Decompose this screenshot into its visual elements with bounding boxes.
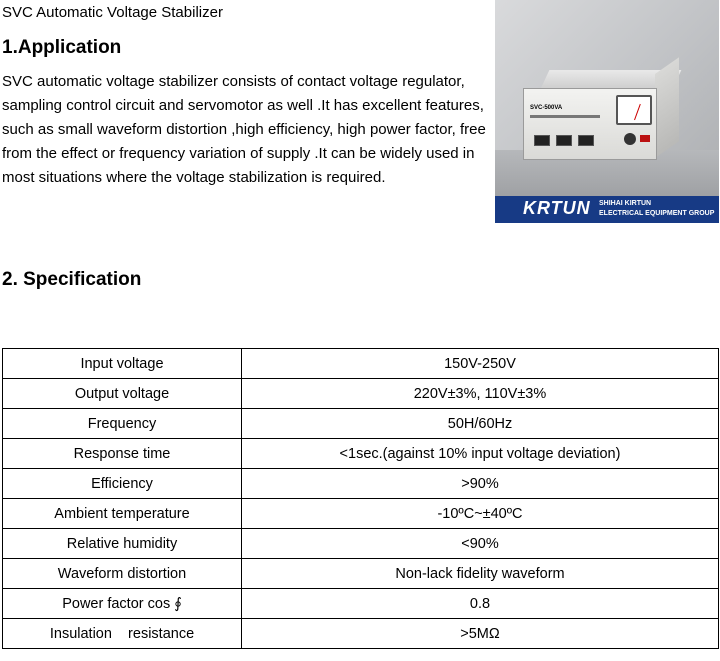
value-cell: <90%	[242, 529, 719, 559]
switch-icon	[556, 135, 572, 146]
param-cell: Efficiency	[3, 469, 242, 499]
param-cell: Frequency	[3, 409, 242, 439]
specification-heading: 2. Specification	[2, 269, 142, 290]
switch-icon	[534, 135, 550, 146]
param-cell: Power factor cos ∮	[3, 589, 242, 619]
table-row	[3, 409, 719, 439]
table-row	[3, 529, 719, 559]
value-cell: 50H/60Hz	[242, 409, 719, 439]
value-cell: >90%	[242, 469, 719, 499]
param-cell: Response time	[3, 439, 242, 469]
switch-icon	[578, 135, 594, 146]
voltmeter-icon	[616, 95, 652, 125]
value-cell: -10ºC~±40ºC	[242, 499, 719, 529]
table-row	[3, 619, 719, 649]
brand-line-1: SHIHAI KIRTUN	[599, 200, 652, 207]
brand-logo: KRTUN	[523, 198, 591, 218]
device-model-label: SVC-500VA	[530, 105, 563, 111]
value-cell: Non-lack fidelity waveform	[242, 559, 719, 589]
param-cell: Relative humidity	[3, 529, 242, 559]
param-cell: Output voltage	[3, 379, 242, 409]
document-title: SVC Automatic Voltage Stabilizer	[2, 4, 223, 21]
value-cell: 220V±3%, 110V±3%	[242, 379, 719, 409]
table-row	[3, 589, 719, 619]
knob-icon	[624, 133, 636, 145]
value-cell: >5MΩ	[242, 619, 719, 649]
device-side	[655, 57, 679, 158]
value-cell: <1sec.(against 10% input voltage deviation)	[242, 439, 719, 469]
table-row	[3, 469, 719, 499]
table-row	[3, 349, 719, 379]
value-cell: 0.8	[242, 589, 719, 619]
indicator-lamp-icon	[640, 135, 650, 142]
stabilizer-device	[523, 88, 657, 160]
param-cell: Input voltage	[3, 349, 242, 379]
product-photo	[495, 0, 719, 223]
param-cell: Ambient temperature	[3, 499, 242, 529]
brand-banner	[495, 196, 719, 223]
application-text: SVC automatic voltage stabilizer consists of contact voltage regulator, sampling control circuit and servomotor as well .It has excellent features, such as small waveform distortion ,high efficiency, high power factor, free from the effect or frequency variation of supply .It can be widely used in most situations where the voltage stabilization is required.	[2, 73, 486, 186]
brand-line-2: ELECTRICAL EQUIPMENT GROUP	[599, 210, 715, 217]
table-row	[3, 499, 719, 529]
param-cell: Waveform distortion	[3, 559, 242, 589]
device-chinese-label	[530, 115, 600, 118]
param-cell: Insulation resistance	[3, 619, 242, 649]
value-cell: 150V-250V	[242, 349, 719, 379]
specification-table	[2, 348, 719, 649]
table-row	[3, 559, 719, 589]
table-row	[3, 439, 719, 469]
table-row	[3, 379, 719, 409]
application-heading: 1.Application	[2, 37, 122, 58]
